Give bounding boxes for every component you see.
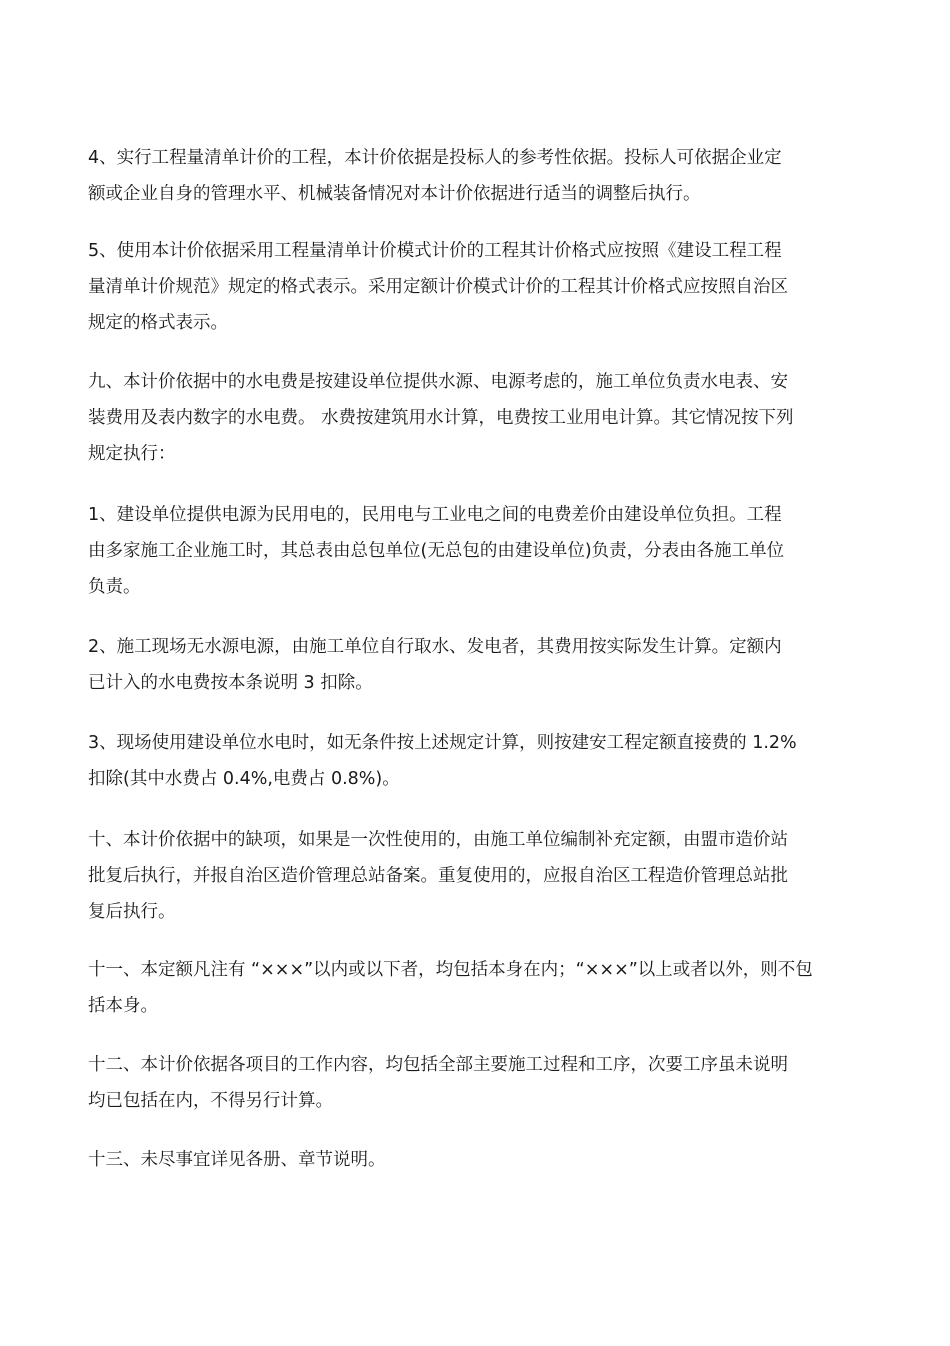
paragraph-item-2: 2、施工现场无水源电源，由施工单位自行取水、发电者，其费用按实际发生计算。定额内 已计入的水电费按本条说明 3 扣除。 bbox=[88, 637, 782, 693]
paragraph-item-1: 1、建设单位提供电源为民用电的，民用电与工业电之间的电费差价由建设单位负担。工程 由多家施工企业施工时，其总表由总包单位(无总包的由建设单位)负责，分表由各施工单位 负责。 bbox=[88, 505, 785, 597]
paragraph-item-5: 5、使用本计价依据采用工程量清单计价模式计价的工程其计价格式应按照《建设工程工程 量清单计价规范》规定的格式表示。采用定额计价模式计价的工程其计价格式应按照自治区 规定的格式表示。 bbox=[88, 241, 788, 333]
paragraph-section-10: 十、本计价依据中的缺项，如果是一次性使用的，由施工单位编制补充定额，由盟市造价站 批复后执行，并报自治区造价管理总站备案。重复使用的，应报自治区工程造价管理总站批 复后执行。 bbox=[88, 830, 788, 922]
paragraph-item-4: 4、实行工程量清单计价的工程，本计价依据是投标人的参考性依据。投标人可依据企业定 额或企业自身的管理水平、机械装备情况对本计价依据进行适当的调整后执行。 bbox=[88, 148, 782, 204]
paragraph-section-13: 十三、未尽事宜详见各册、章节说明。 bbox=[88, 1150, 386, 1170]
paragraph-section-11: 十一、本定额凡注有 “×××”以内或以下者，均包括本身在内；“×××”以上或者以外，则不包 括本身。 bbox=[88, 960, 813, 1016]
paragraph-item-3: 3、现场使用建设单位水电时，如无条件按上述规定计算，则按建安工程定额直接费的 1.2% 扣除(其中水费占 0.4%,电费占 0.8%)。 bbox=[88, 733, 797, 789]
paragraph-section-12: 十二、本计价依据各项目的工作内容，均包括全部主要施工过程和工序，次要工序虽未说明 均已包括在内，不得另行计算。 bbox=[88, 1055, 788, 1111]
paragraph-section-9: 九、本计价依据中的水电费是按建设单位提供水源、电源考虑的，施工单位负责水电表、安 装费用及表内数字的水电费。 水费按建筑用水计算，电费按工业用电计算。其它情况按下列 规定执行： bbox=[88, 372, 794, 464]
